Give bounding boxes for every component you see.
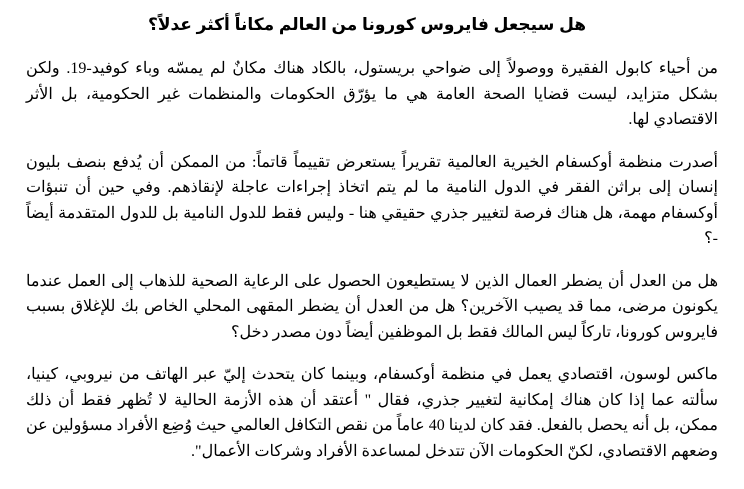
article-paragraph-4: ماكس لوسون، اقتصادي يعمل في منظمة أوكسفام، وبينما كان يتحدث إليّ عبر الهاتف من نيروبي، كينيا، سألته عما إذا كان هناك إمكانية لتغيير جذري، فقال " أعتقد أن هذه الأزمة الحالية لا تُظهر فقط أن ذلك ممكن، بل أنه يحصل بالفعل. فقد كان لدينا 40 عاماً من نقص التكافل العالمي حيث وُضِع الأفراد مسؤولين عن وضعهم الاقتصادي، لكنّ الحكومات الآن تتدخل لمساعدة الأفراد وشركات الأعمال". [26,366,719,460]
article-paragraph-2: أصدرت منظمة أوكسفام الخيرية العالمية تقريراً يستعرض تقييماً قاتماً: من الممكن أن يُدفع بنصف بليون إنسان إلى براثن الفقر في الدول النامية ما لم يتم اتخاذ إجراءات عاجلة لإنقاذهم. وفي حين أن تنبؤات أوكسفام مهمة، هل هناك فرصة لتغيير جذري حقيقي هنا - وليس فقط للدول النامية بل للدول المتقدمة أيضاً -؟ [26,153,718,247]
article-paragraph-1: من أحياء كابول الفقيرة ووصولاً إلى ضواحي بريستول، بالكاد هناك مكانٌ لم يمسّه وباء كوفيد-19. ولكن بشكل متزايد، ليست قضايا الصحة العامة هي ما يؤرّق الحكومات والمنظمات غير الحكومية، بل الأثر الاقتصادي لها. [26,60,718,128]
article-paragraph-3: هل من العدل أن يضطر العمال الذين لا يستطيعون الحصول على الرعاية الصحية للذهاب إلى العمل عندما يكونون مرضى، مما قد يصيب الآخرين؟ هل من العدل أن يضطر المقهى المحلي الخاص بك للإغلاق بسبب فايروس كورونا، تاركاً ليس المالك فقط بل الموظفين أيضاً دون مصدر دخل؟ [26,272,718,341]
article-title: هل سيجعل فايروس كورونا من العالم مكاناً أكثر عدلاً؟ [147,15,587,34]
